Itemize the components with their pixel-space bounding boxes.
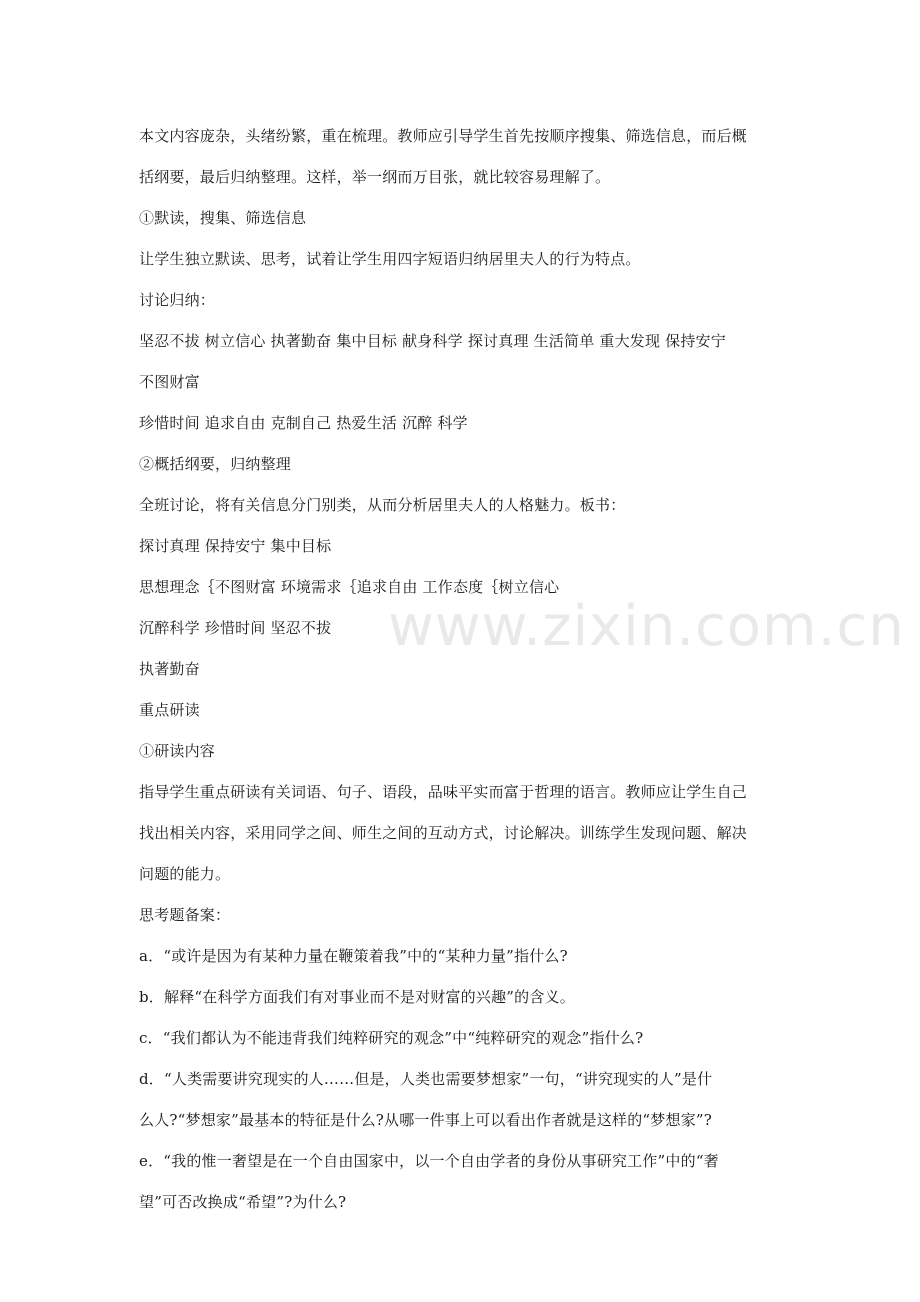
paragraph-line: 找出相关内容，采用同学之间、师生之间的互动方式，讨论解决。训练学生发现问题、解决 — [139, 824, 748, 842]
board-line: 思想理念｛不图财富 环境需求｛追求自由 工作态度｛树立信心 — [139, 578, 560, 596]
question-line: d．“人类需要讲究现实的人……但是，人类也需要梦想家”一句，“讲究现实的人”是什 — [139, 1070, 713, 1088]
paragraph-line: 让学生独立默读、思考，试着让学生用四字短语归纳居里夫人的行为特点。 — [139, 250, 641, 268]
paragraph-line: 讨论归纳： — [139, 291, 216, 309]
paragraph-line: 问题的能力。 — [139, 865, 231, 883]
question-line: 么人?“梦想家”最基本的特征是什么?从哪一件事上可以看出作者就是这样的“梦想家”? — [139, 1111, 713, 1129]
paragraph-line: 珍惜时间 追求自由 克制自己 热爱生活 沉醉 科学 — [139, 414, 468, 432]
watermark: www.zixin.com.cn — [388, 594, 905, 659]
paragraph-line: 本文内容庞杂，头绪纷繁，重在梳理。教师应引导学生首先按顺序搜集、筛选信息，而后概 — [139, 127, 748, 145]
paragraph-line: 不图财富 — [139, 373, 200, 391]
question-line: c．“我们都认为不能违背我们纯粹研究的观念”中“纯粹研究的观念”指什么? — [139, 1029, 644, 1047]
paragraph-line: 指导学生重点研读有关词语、句子、语段，品味平实而富于哲理的语言。教师应让学生自己 — [139, 783, 748, 801]
paragraph-line: 思考题备案： — [139, 906, 231, 924]
paragraph-line: 全班讨论，将有关信息分门别类，从而分析居里夫人的人格魅力。板书： — [139, 496, 626, 514]
question-line: 望”可否改换成“希望”?为什么? — [139, 1193, 347, 1211]
document-body — [139, 116, 791, 1223]
section-heading: 重点研读 — [139, 701, 200, 719]
section-heading: ①默读，搜集、筛选信息 — [139, 209, 307, 227]
question-line: b．解释“在科学方面我们有对事业而不是对财富的兴趣”的含义。 — [139, 988, 575, 1006]
paragraph-line: 坚忍不拔 树立信心 执著勤奋 集中目标 献身科学 探讨真理 生活简单 重大发现 保持安宁 — [139, 332, 726, 350]
board-line: 执著勤奋 — [139, 660, 200, 678]
question-line: e．“我的惟一奢望是在一个自由国家中，以一个自由学者的身份从事研究工作”中的“奢 — [139, 1152, 719, 1170]
board-line: 沉醉科学 珍惜时间 坚忍不拔 — [139, 619, 332, 637]
question-line: a．“或许是因为有某种力量在鞭策着我”中的“某种力量”指什么? — [139, 947, 568, 965]
section-heading: ①研读内容 — [139, 742, 216, 760]
section-heading: ②概括纲要，归纳整理 — [139, 455, 292, 473]
paragraph-line: 括纲要，最后归纳整理。这样，举一纲而万目张，就比较容易理解了。 — [139, 168, 611, 186]
board-line: 探讨真理 保持安宁 集中目标 — [139, 537, 332, 555]
